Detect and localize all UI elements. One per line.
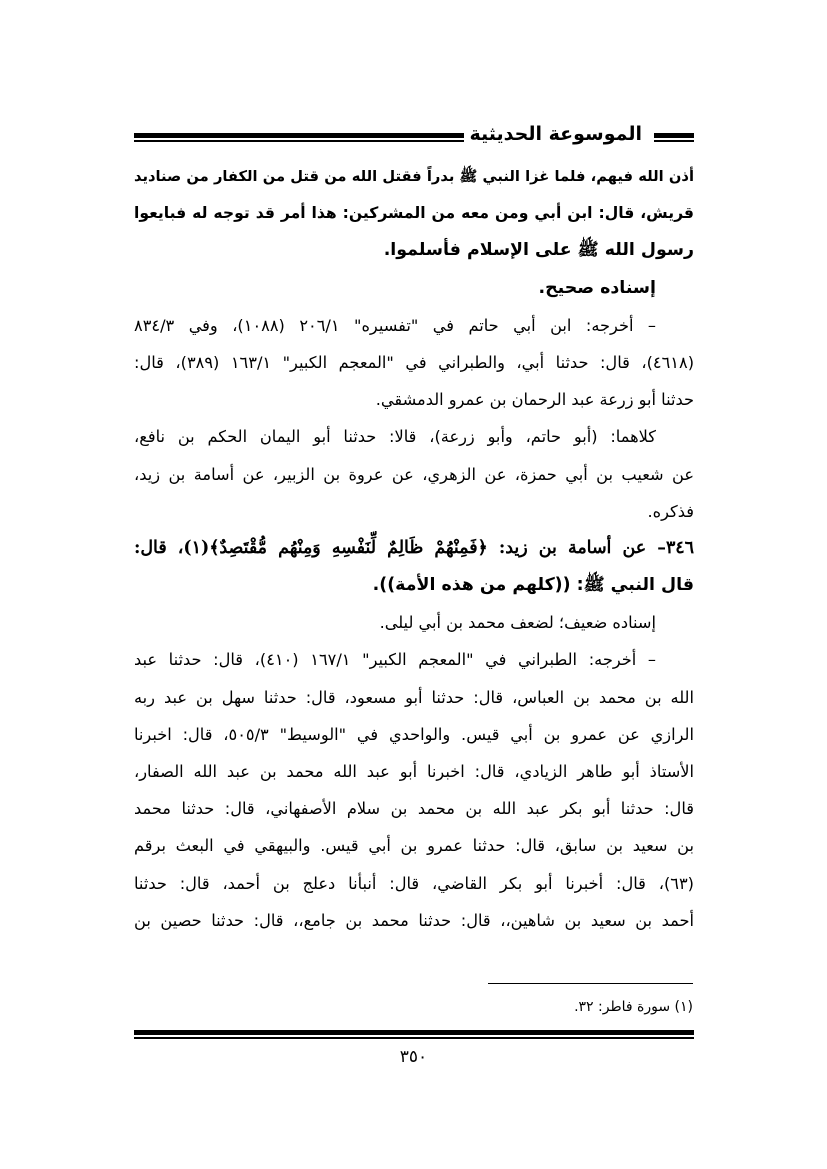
header-rule-left bbox=[134, 133, 464, 138]
takhrij-line: بن سعيد بن سابق، قال: حدثنا عمرو بن أبي قيس. والبيهقي في البعث برقم bbox=[134, 836, 694, 856]
isnad-grade: إسناده صحيح. bbox=[538, 277, 656, 298]
takhrij-line: فذكره. bbox=[647, 501, 694, 521]
hadith-text-line: رسول الله ﷺ على الإسلام فأسلموا. bbox=[383, 240, 694, 261]
footer-rule bbox=[134, 1030, 694, 1035]
takhrij-line: قال: حدثنا أبو بكر عبد الله بن محمد بن سلام الأصفهاني، قال: حدثنا محمد bbox=[134, 799, 694, 819]
takhrij-line: الأستاذ أبو طاهر الزيادي، قال: اخبرنا أبو عبد الله محمد بن عبد الله الصفار، bbox=[134, 762, 694, 781]
hadith-346-heading: ٣٤٦– عن أسامة بن زيد: ﴿فَمِنْهُمْ ظَالِمٌ لِّنَفْسِهِ وَمِنْهُم مُّقْتَصِدٌ﴾(١)، قال: bbox=[134, 537, 694, 558]
takhrij-line: (٤٦١٨)، قال: حدثنا أبي، والطبراني في "المعجم الكبير" ١٦٣/١ (٣٨٩)، قال: bbox=[134, 352, 695, 372]
footnote: (١) سورة فاطر: ٣٢. bbox=[574, 999, 693, 1015]
running-header bbox=[134, 121, 694, 151]
takhrij-line: عن شعيب بن أبي حمزة، عن الزهري، عن عروة بن الزبير، عن أسامة بن زيد، bbox=[134, 464, 694, 484]
page-number: ٣٥٠ bbox=[399, 1047, 428, 1067]
takhrij-line: الرازي عن عمرو بن أبي قيس. والواحدي في "الوسيط" ٥٠٥/٣، قال: اخبرنا bbox=[134, 724, 694, 744]
takhrij-line: (٦٣)، قال: أخبرنا أبو بكر القاضي، قال: أنبأنا دعلج بن أحمد، قال: حدثنا bbox=[134, 873, 694, 893]
page-body bbox=[134, 158, 694, 939]
takhrij-line: أحمد بن سعيد بن شاهين،، قال: حدثنا محمد بن جامع،، قال: حدثنا حصين بن bbox=[134, 910, 694, 930]
footnote-separator bbox=[488, 983, 693, 984]
takhrij-line: حدثنا أبو زرعة عبد الرحمان بن عمرو الدمشقي. bbox=[375, 390, 694, 410]
hadith-text-line: قريش، قال: ابن أبي ومن معه من المشركين: هذا أمر قد توجه له فبايعوا bbox=[134, 204, 694, 223]
takhrij-line: – أخرجه: ابن أبي حاتم في "تفسيره" ٢٠٦/١ (١٠٨٨)، وفي ٨٣٤/٣ bbox=[134, 315, 657, 335]
hadith-text-line: أذن الله فيهم، فلما غزا النبي ﷺ بدراً فقتل الله من قتل من الكفار من صناديد bbox=[134, 168, 694, 185]
takhrij-line: – أخرجه: الطبراني في "المعجم الكبير" ١٦٧/١ (٤١٠)، قال: حدثنا عبد bbox=[134, 650, 656, 670]
takhrij-line: كلاهما: (أبو حاتم، وأبو زرعة)، قالا: حدثنا أبو اليمان الحكم بن نافع، bbox=[134, 427, 656, 447]
header-rule-right bbox=[654, 133, 694, 138]
hadith-text-line: قال النبي ﷺ: ((كلهم من هذه الأمة)). bbox=[372, 575, 694, 596]
takhrij-line: الله بن محمد بن العباس، قال: حدثنا أبو مسعود، قال: حدثنا سهل بن عبد ربه bbox=[134, 687, 694, 707]
header-title: الموسوعة الحديثية bbox=[469, 123, 642, 145]
isnad-grade: إسناده ضعيف؛ لضعف محمد بن أبي ليلى. bbox=[379, 613, 656, 633]
